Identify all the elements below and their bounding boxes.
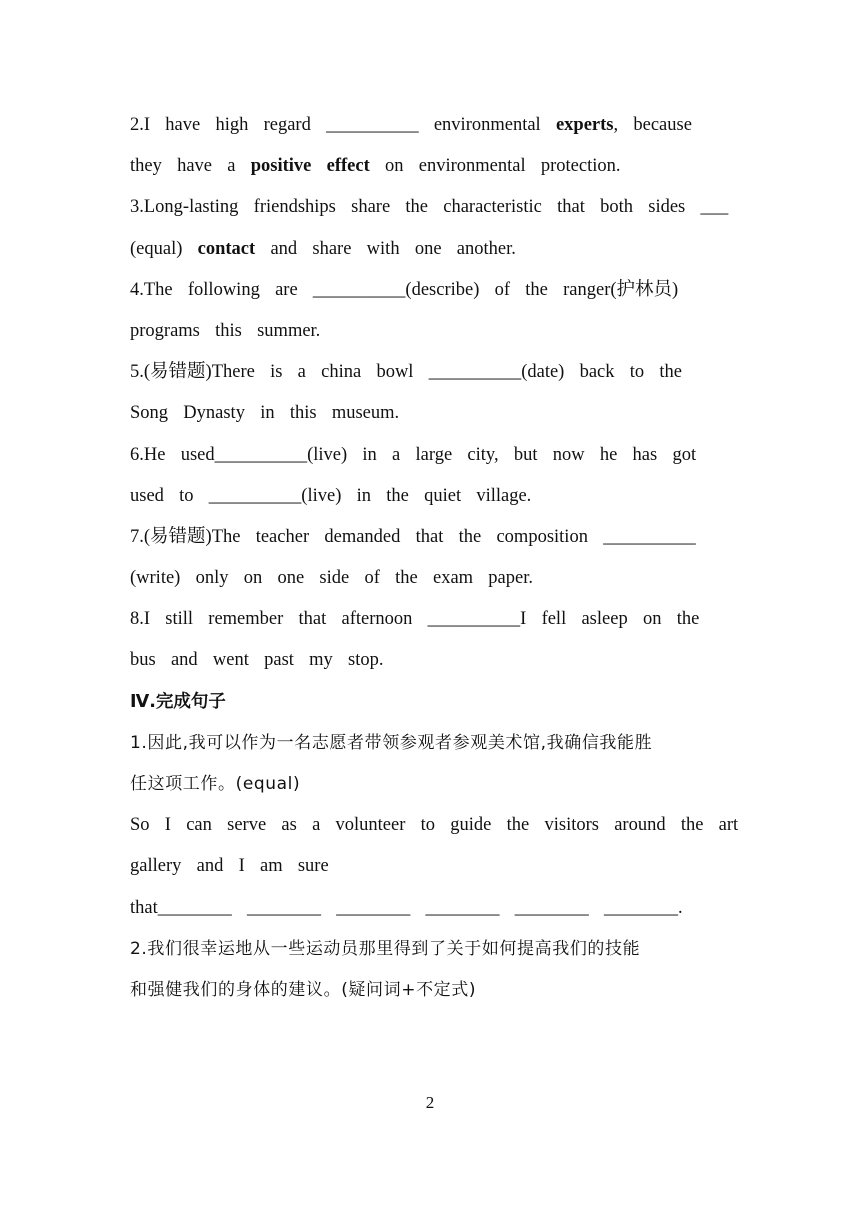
question-6-line-1: 6.He used__________(live) in a large city, but now he has got [130, 444, 697, 465]
question-5-line-2: Song Dynasty in this museum. [130, 403, 400, 424]
bold-keyword: positive effect [250, 156, 370, 177]
question-3-line-1: 3.Long-lasting friendships share the characteristic that both sides ___ [130, 197, 729, 218]
text: and share with one another. [255, 238, 516, 259]
question-5-line-1: 5.(易错题)There is a china bowl __________(date) back to the [130, 362, 682, 383]
text: they have a [130, 156, 251, 177]
sentence-1-english-line-2: gallery and I am sure [130, 856, 329, 877]
text: on environmental protection. [369, 156, 621, 177]
question-3-line-2 [130, 229, 730, 270]
question-7-line-1: 7.(易错题)The teacher demanded that the composition __________ [130, 526, 696, 547]
question-8-line-2: bus and went past my stop. [130, 650, 384, 671]
section-heading: Ⅳ.完成句子 [130, 691, 226, 712]
question-7-line-2: (write) only on one side of the exam paper. [130, 568, 533, 589]
text: , because [613, 115, 692, 135]
sentence-2-chinese-line-1: 2.我们很幸运地从一些运动员那里得到了关于如何提高我们的技能 [130, 938, 641, 959]
question-4-line-2: programs this summer. [130, 320, 321, 341]
question-2-line-1 [130, 105, 730, 146]
document-body [130, 105, 739, 1011]
sentence-1-chinese-line-1: 1.因此,我可以作为一名志愿者带领参观者参观美术馆,我确信我能胜 [130, 732, 653, 753]
question-2-line-2 [130, 146, 730, 187]
question-4-line-1: 4.The following are __________(describe) of the ranger(护林员) [130, 279, 679, 300]
bold-keyword: contact [197, 238, 256, 259]
question-8-line-1: 8.I still remember that afternoon __________I fell asleep on the [130, 609, 700, 630]
sentence-1-english-line-1: So I can serve as a volunteer to guide the visitors around the art [130, 815, 739, 836]
text: (equal) [130, 238, 198, 259]
sentence-1-chinese-line-2 [130, 764, 730, 805]
text: 任这项工作。(equal) [130, 774, 301, 794]
sentence-1-answer-blanks: that________ ________ ________ ________ ________ ________. [130, 897, 683, 918]
bold-keyword: experts [555, 115, 614, 135]
sentence-2-chinese-line-2: 和强健我们的身体的建议。(疑问词+不定式) [130, 979, 477, 1000]
question-6-line-2: used to __________(live) in the quiet village. [130, 485, 532, 506]
text: 2.I have high regard __________ environmental [130, 115, 556, 135]
page-number: 2 [425, 1093, 435, 1112]
